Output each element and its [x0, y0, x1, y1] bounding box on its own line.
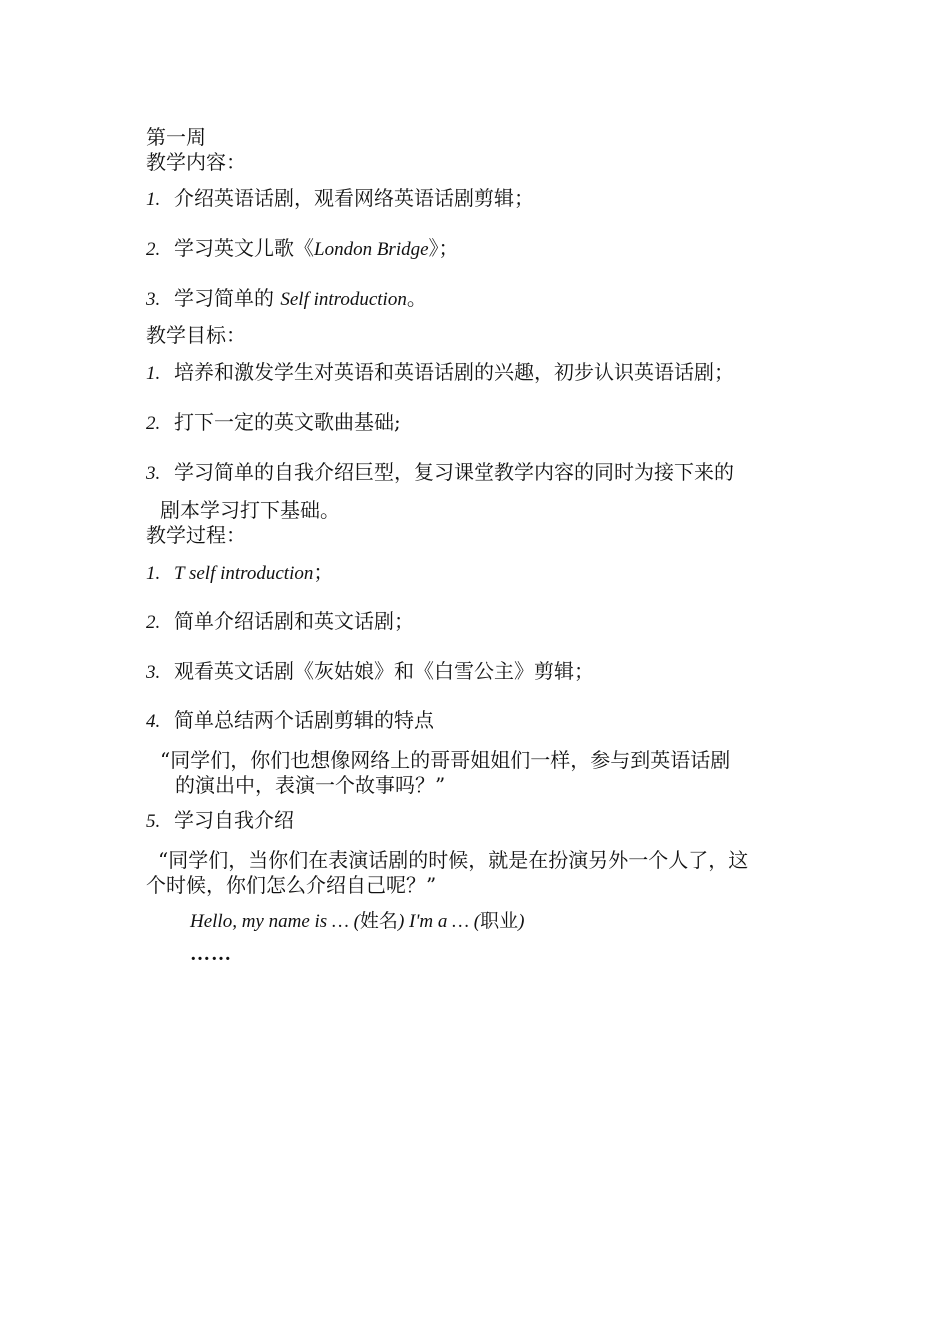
list-number: 4. — [146, 711, 161, 732]
list-number: 5. — [146, 811, 161, 832]
self-introduction-term: Self introduction — [280, 289, 407, 310]
list-number: 2. — [146, 239, 161, 260]
example-part-1: Hello, my name is … ( — [190, 911, 360, 932]
list-number: 3. — [146, 662, 161, 683]
song-title: London Bridge — [314, 239, 429, 260]
content-item-2-pre: 学习英文儿歌《 — [174, 236, 314, 260]
list-number: 2. — [146, 413, 161, 434]
process-item-5 — [146, 808, 294, 834]
process-item-3 — [146, 659, 594, 685]
goals-item-3-text: 学习简单的自我介绍巨型，复习课堂教学内容的同时为接下来的 — [174, 460, 734, 484]
week-title: 第一周 — [146, 125, 206, 149]
goals-item-1-text: 培养和激发学生对英语和英语话剧的兴趣，初步认识英语话剧； — [174, 360, 734, 384]
ellipsis: …… — [190, 943, 232, 965]
process-item-5-text: 学习自我介绍 — [174, 808, 294, 832]
example-name-placeholder: 姓名 — [359, 910, 398, 932]
list-number: 1. — [146, 189, 161, 210]
content-item-2-post: 》； — [428, 236, 459, 260]
goals-item-3-continuation: 剧本学习打下基础。 — [160, 498, 340, 522]
goals-item-3 — [146, 460, 734, 486]
goals-item-2 — [146, 410, 401, 436]
process-item-1-en: T self introduction — [174, 563, 314, 584]
quote-2-line-1: “同学们，当你们在表演话剧的时候，就是在扮演另外一个人了，这 — [158, 848, 749, 872]
process-item-4-text: 简单总结两个话剧剪辑的特点 — [174, 708, 434, 732]
process-item-2-text: 简单介绍话剧和英文话剧； — [174, 609, 414, 633]
process-item-1-post: ； — [313, 560, 334, 584]
process-item-4 — [146, 708, 434, 734]
process-heading: 教学过程： — [146, 523, 246, 547]
content-item-2 — [146, 236, 459, 262]
process-item-2 — [146, 609, 414, 635]
content-item-3 — [146, 286, 427, 312]
content-item-3-pre: 学习简单的 — [174, 286, 281, 310]
goals-item-1 — [146, 360, 734, 386]
quote-2-line-2: 个时候，你们怎么介绍自己呢？” — [146, 873, 437, 897]
list-number: 1. — [146, 363, 161, 384]
content-item-3-post: 。 — [406, 286, 427, 310]
list-number: 3. — [146, 289, 161, 310]
example-part-3: ) — [518, 911, 525, 932]
process-item-1 — [146, 560, 333, 586]
list-number: 2. — [146, 612, 161, 633]
example-part-2: ) I'm a … ( — [397, 911, 481, 932]
quote-1-line-2: 的演出中，表演一个故事吗？” — [175, 773, 446, 797]
content-heading: 教学内容： — [146, 150, 246, 174]
quote-1-line-1: “同学们，你们也想像网络上的哥哥姐姐们一样，参与到英语话剧 — [160, 748, 731, 772]
content-item-1 — [146, 186, 534, 212]
example-sentence — [190, 909, 524, 934]
list-number: 3. — [146, 463, 161, 484]
content-item-1-text: 介绍英语话剧，观看网络英语话剧剪辑； — [174, 186, 534, 210]
example-job-placeholder: 职业 — [480, 910, 519, 932]
goals-heading: 教学目标： — [146, 323, 246, 347]
list-number: 1. — [146, 563, 161, 584]
goals-item-2-text: 打下一定的英文歌曲基础; — [174, 410, 401, 434]
process-item-3-text: 观看英文话剧《灰姑娘》和《白雪公主》剪辑； — [174, 659, 594, 683]
